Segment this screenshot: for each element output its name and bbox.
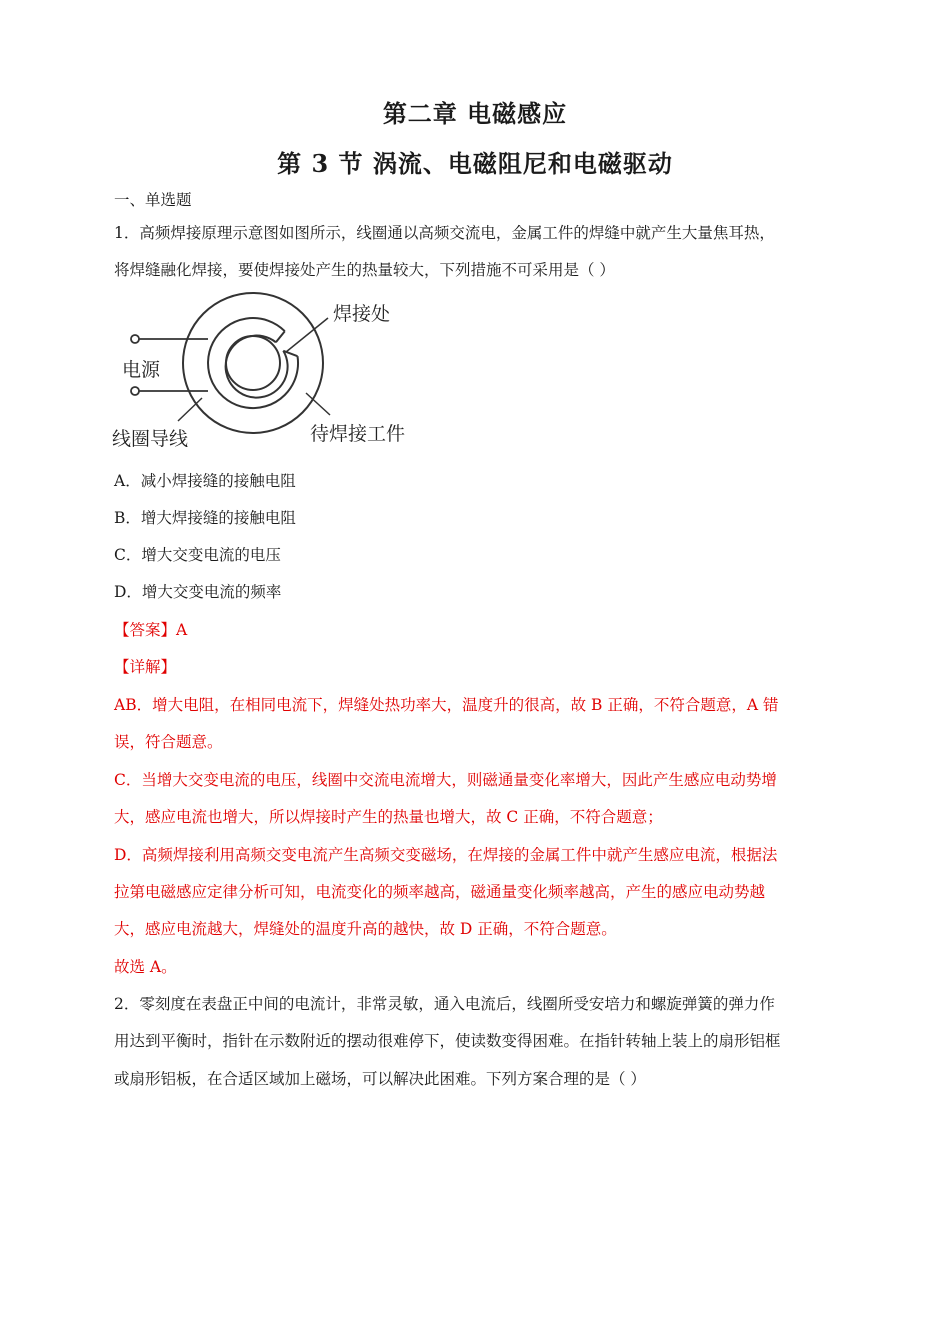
q1-conclusion: 故选 A。 xyxy=(114,958,177,976)
q1-explanation-line: C．当增大交变电流的电压，线圈中交流电流增大，则磁通量变化率增大，因此产生感应电动势增 xyxy=(114,771,777,789)
q1-stem-line1: 1．高频焊接原理示意图如图所示，线圈通以高频交流电，金属工件的焊缝中就产生大量焦耳热， xyxy=(114,224,775,242)
q2-stem-line3: 或扇形铝板，在合适区域加上磁场，可以解决此困难。下列方案合理的是（ ） xyxy=(114,1070,646,1088)
q1-explanation-line: 大，感应电流也增大，所以焊接时产生的热量也增大，故 C 正确，不符合题意； xyxy=(114,808,663,826)
q1-stem-line2: 将焊缝融化焊接，要使焊接处产生的热量较大，下列措施不可采用是（ ） xyxy=(114,261,615,279)
q1-explanation-line: 拉第电磁感应定律分析可知，电流变化的频率越高，磁通量变化频率越高，产生的感应电动势越 xyxy=(114,883,766,901)
q1-option-b: B．增大焊接缝的接触电阻 xyxy=(114,509,296,527)
coil-inner-edge xyxy=(226,336,288,398)
q1-explanation-line: D．高频焊接利用高频交变电流产生高频交变磁场，在焊接的金属工件中就产生感应电流，根据法 xyxy=(114,846,778,864)
terminal-top xyxy=(131,335,139,343)
q1-option-d: D．增大交变电流的频率 xyxy=(114,583,282,601)
q1-option-a: A．减小焊接缝的接触电阻 xyxy=(114,472,296,490)
terminal-bottom xyxy=(131,387,139,395)
chapter-title: 第二章 电磁感应 xyxy=(382,99,568,128)
section-title: 第 3 节 涡流、电磁阻尼和电磁驱动 xyxy=(277,149,673,178)
label-weld-point: 焊接处 xyxy=(333,303,391,325)
q1-explanation-line: 大，感应电流越大，焊缝处的温度升高的越快，故 D 正确，不符合题意。 xyxy=(114,920,617,938)
q2-stem-line2: 用达到平衡时，指针在示数附近的摆动很难停下，使读数变得困难。在指针转轴上装上的扇形铝框 xyxy=(114,1032,781,1050)
q1-detail-label: 【详解】 xyxy=(114,658,177,676)
q1-explanation-line: 误，符合题意。 xyxy=(114,733,223,751)
q2-stem-line1: 2．零刻度在表盘正中间的电流计，非常灵敏，通入电流后，线圈所受安培力和螺旋弹簧的弹力作 xyxy=(114,995,775,1013)
q1-answer: 【答案】A xyxy=(114,621,188,639)
pointer-coil-wire xyxy=(178,398,202,421)
welding-diagram xyxy=(110,290,430,460)
q1-explanation-line: AB．增大电阻，在相同电流下，焊缝处热功率大，温度升的很高，故 B 正确，不符合题意，A 错 xyxy=(114,696,779,714)
label-workpiece: 待焊接工件 xyxy=(310,423,406,445)
inner-workpiece xyxy=(226,336,280,390)
label-power: 电源 xyxy=(122,359,161,381)
section-label: 一、单选题 xyxy=(114,191,192,209)
coil-end-top xyxy=(276,331,285,342)
q1-option-c: C．增大交变电流的电压 xyxy=(114,546,281,564)
label-coil-wire: 线圈导线 xyxy=(112,428,189,450)
outer-ring xyxy=(183,293,323,433)
